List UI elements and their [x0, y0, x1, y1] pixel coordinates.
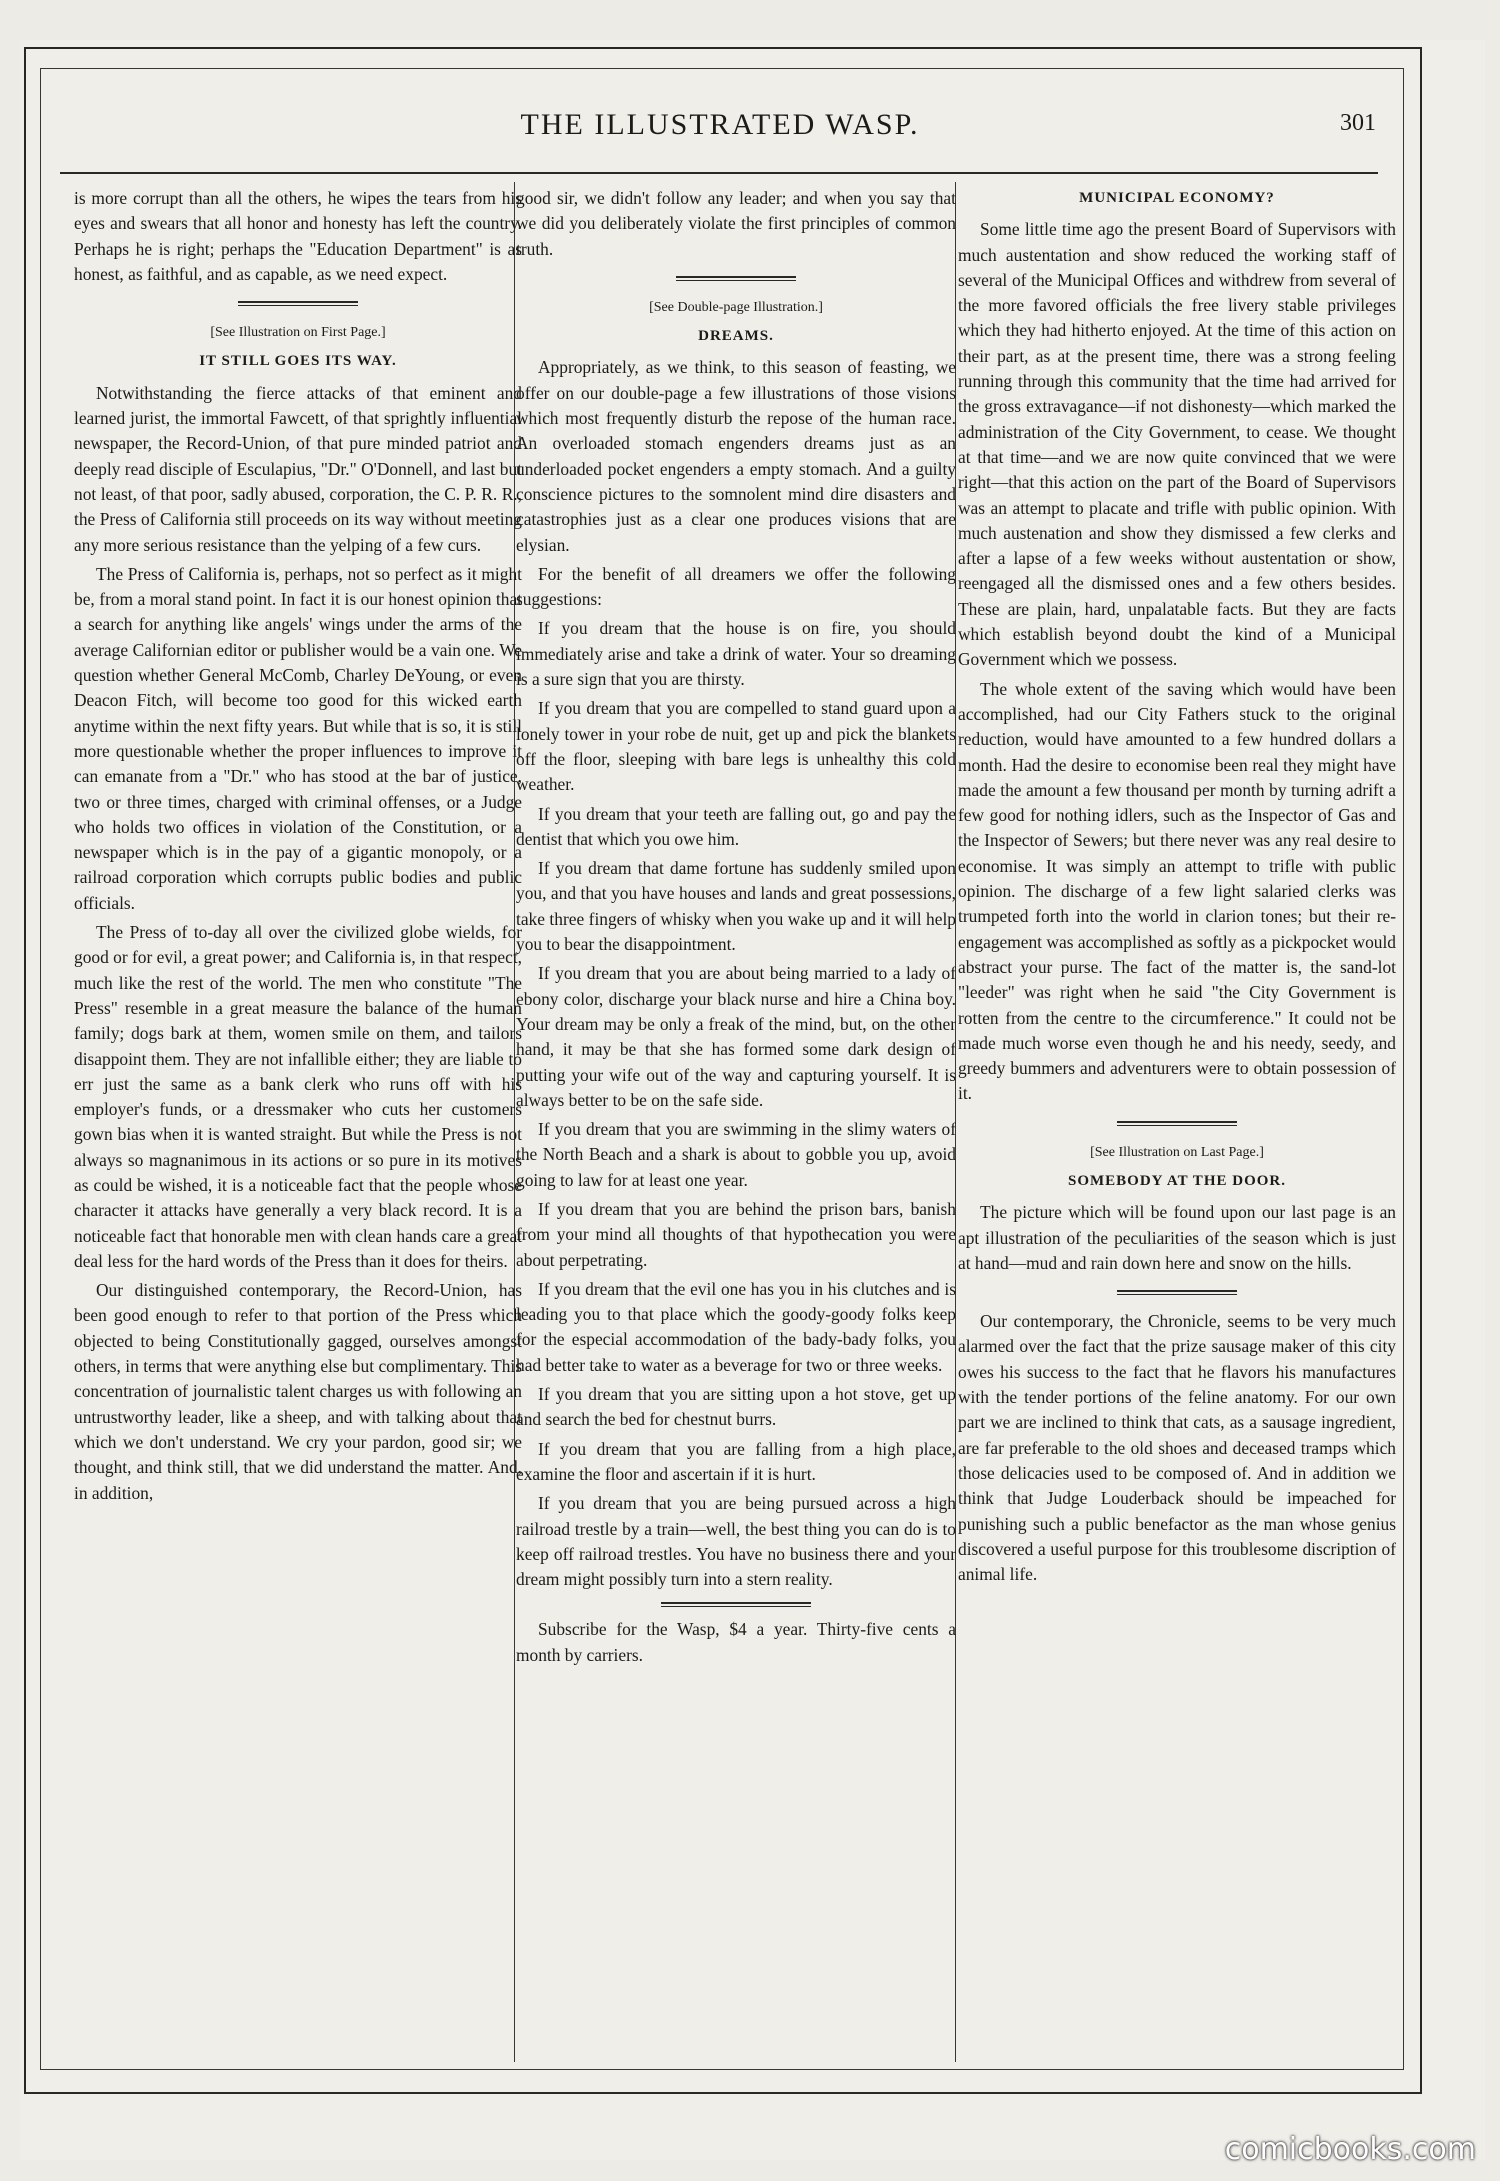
paragraph: If you dream that you are being pursued across a high railroad trestle by a train—well, the best thing you can do is to keep off railroad trestles. You have no business there and your dream might possibly turn into a stern reality.	[516, 1493, 956, 1590]
header-rule	[60, 172, 1378, 174]
subscription-notice: Subscribe for the Wasp, $4 a year. Thirty-five cents a month by carriers.	[516, 1619, 956, 1665]
paragraph: Some little time ago the present Board of Supervisors with much austentation and show reduced the working staff of several of the Municipal Offices and withdrew from several of the more favored officials the free livery stable privileges which they had hitherto enjoyed. At the time of this action on their part, as at the present time, there was a strong feeling running through this community that the time had arrived for the gross extravagance—if not dishonesty—which marked the administration of the City Government, to cease. We thought at that time—and we are now quite convinced that we were right—that this action on the part of the Board of Supervisors was an attempt to placate and trifle with public opinion. With much austenation and show they dismissed a few clerks and after a lapse of a few weeks without austentation or show, reengaged all the dismissed ones and a few others besides. These are plain, hard, unpalatable facts. But they are facts which establish beyond doubt the kind of a Municipal Government which we possess.	[958, 219, 1396, 670]
paragraph: If you dream that dame fortune has suddenly smiled upon you, and that you have houses and lands and great possessions, take three fingers of whisky when you wake up and it will help you to bear the disappointment.	[516, 858, 956, 955]
paragraph: Our distinguished contemporary, the Record-Union, has been good enough to refer to that portion of the Press which objected to being Constitutionally gagged, ourselves amongst others, in terms that were anything else but complimentary. This concentration of journalistic talent charges us with following an untrustworthy leader, like a sheep, and with talking about that which we don't understand. We cry your pardon, good sir; we thought, and think still, that we did understand the matter. And, in addition,	[74, 1280, 522, 1503]
section-rule	[238, 301, 358, 306]
section-rule	[676, 276, 796, 281]
paragraph: For the benefit of all dreamers we offer the following suggestions:	[516, 563, 956, 610]
paragraph: The Press of California is, perhaps, not so perfect as it might be, from a moral stand point. In fact it is our honest opinion that a search for anything like angels' wings under the arms of the average Californian editor or publisher would be a vain one. We question whether General McComb, Charley DeYoung, or even Deacon Fitch, will become too good for this wicked earth anytime within the next fifty years. But while that is so, it is still more questionable whether the proper influences to improve it can emanate from a "Dr." who has stood at the bar of justice, two or three times, charged with criminal offenses, or a Judge who holds two offices in violation of the Constitution, or a newspaper which is in the pay of a gigantic monopoly, or a railroad corporation which corrupts public bodies and public officials.	[74, 563, 522, 913]
paragraph: If you dream that your teeth are falling out, go and pay the dentist that which you owe him.	[516, 803, 956, 849]
column-2	[516, 186, 956, 2062]
paragraph: Appropriately, as we think, to this season of feasting, we offer on our double-page a few illustrations of those visions which most frequently disturb the repose of the human race. An overloaded stomach engenders dreams just as an underloaded pocket engenders a empty stomach. And a guilty conscience pictures to the somnolent mind dire disasters and catastrophies just as a clear one produces visions that are elysian.	[516, 357, 956, 555]
article-heading: MUNICIPAL ECONOMY?	[1079, 190, 1275, 206]
paragraph: Our contemporary, the Chronicle, seems to be very much alarmed over the fact that the prize sausage maker of this city owes his success to the fact that he flavors his manufactures with the tender portions of the feline anatomy. For our own part we are inclined to think that cats, as a sausage ingredient, are far preferable to the old shoes and deceased tramps which those delicacies used to be composed of. And in addition we think that Judge Louderback should be impeached for punishing such a public benefactor as the man whose genius discovered a useful purpose for this troublesome discription of animal life.	[958, 1311, 1396, 1585]
paragraph: The whole extent of the saving which would have been accomplished, had our City Fathers stuck to the original reduction, would have amounted to a few hundred dollars a month. Had the desire to economise been real they might have made the amount a few thousand per month by turning adrift a few good for nothing idlers, such as the Inspector of Gas and the Inspector of Sewers; but there never was any real desire to economise. It was simply an attempt to trifle with public opinion. The discharge of a few light salaried clerks was trumpeted forth into the world in clarion tones; but their re-engagement was accomplished as softly as a pickpocket would abstract your purse. The fact of the matter is, the sand-lot "leeder" was right when he said "the City Government is rotten from the centre to the circumference." It could not be made much worse even though he and his needy, seedy, and greedy bummers and adventurers were to obtain possession of it.	[958, 678, 1396, 1104]
paragraph: If you dream that you are behind the prison bars, banish from your mind all thoughts of that hypothecation you were about perpetrating.	[516, 1198, 956, 1270]
paragraph: If you dream that you are about being married to a lady of ebony color, discharge your black nurse and hire a China boy. Your dream may be only a freak of the mind, but, on the other hand, it may be that she has formed some dark design of putting your wife out of the way and capturing yourself. It is always better to be on the safe side.	[516, 963, 956, 1110]
column-3	[958, 186, 1396, 2062]
paragraph: If you dream that the house is on fire, you should immediately arise and take a drink of water. Your so dreaming is a sure sign that you are thirsty.	[516, 618, 956, 690]
page-number: 301	[1340, 110, 1376, 136]
paragraph: If you dream that the evil one has you in his clutches and is leading you to that place which the goody-goody folks keep for the especial accommodation of the bady-bady folks, you had better take to water as a beverage for two or three weeks.	[516, 1278, 956, 1375]
illustration-note: [See Double-page Illustration.]	[649, 299, 823, 315]
paragraph: good sir, we didn't follow any leader; and when you say that we did you deliberately violate the first principles of common truth.	[516, 188, 956, 259]
illustration-note: [See Illustration on Last Page.]	[1090, 1144, 1264, 1160]
paragraph: If you dream that you are compelled to stand guard upon a lonely tower in your robe de nuit, get up and pick the blankets off the floor, sleeping with bare legs is unhealthy this cold weather.	[516, 698, 956, 795]
section-rule	[1117, 1290, 1237, 1295]
paragraph: If you dream that you are sitting upon a hot stove, get up and search the bed for chestnut burrs.	[516, 1384, 956, 1430]
paragraph: Notwithstanding the fierce attacks of that eminent and learned jurist, the immortal Fawcett, of that sprightly influential newspaper, the Record-Union, of that pure minded patriot and deeply read disciple of Esculapius, "Dr." O'Donnell, and last but not least, of that poor, sadly abused, corporation, the C. P. R. R., the Press of California still proceeds on its way without meeting any more serious resistance than the yelping of a few curs.	[74, 382, 522, 555]
section-rule	[661, 1602, 811, 1607]
masthead-title: THE ILLUSTRATED WASP.	[520, 108, 920, 141]
paragraph: The picture which will be found upon our last page is an apt illustration of the peculiarities of the season which is just at hand—mud and rain down here and snow on the hills.	[958, 1202, 1396, 1273]
paragraph: The Press of to-day all over the civilized globe wields, for good or for evil, a great power; and California is, in that respect, much like the rest of the world. The men who constitute "The Press" resemble in a great measure the balance of the human family; dogs bark at them, women smile on them, and tailors disappoint them. They are not infallible either; they are liable to err just the same as a bank clerk who runs off with his employer's funds, or a dressmaker who cuts her customers gown bias when it is wanted straight. But while the Press is not always so magnanimous in its actions or so pure in its motives as could be wished, it is a noticeable fact that the people whose character it attacks have generally a very black record. It is a noticeable fact that honorable men with clean hands care a great deal less for the hard words of the Press than it does for theirs.	[74, 922, 522, 1271]
paragraph: If you dream that you are swimming in the slimy waters of the North Beach and a shark is about to gobble you up, avoid going to law for at least one year.	[516, 1119, 956, 1190]
paragraph: If you dream that you are falling from a high place, examine the floor and ascertain if it is hurt.	[516, 1438, 956, 1484]
illustration-note: [See Illustration on First Page.]	[210, 325, 386, 341]
article-heading: SOMEBODY AT THE DOOR.	[1068, 1172, 1286, 1189]
page-header	[60, 108, 1380, 156]
paragraph: is more corrupt than all the others, he wipes the tears from his eyes and swears that all honor and honesty has left the country. Perhaps he is right; perhaps the "Education Department" is as honest, as faithful, and as capable, as we need expect.	[74, 188, 522, 284]
article-heading: IT STILL GOES ITS WAY.	[199, 353, 397, 370]
site-watermark: comicbooks.com	[1224, 2132, 1476, 2167]
column-1	[74, 186, 522, 2062]
section-rule	[1117, 1121, 1237, 1126]
article-heading: DREAMS.	[698, 328, 774, 345]
